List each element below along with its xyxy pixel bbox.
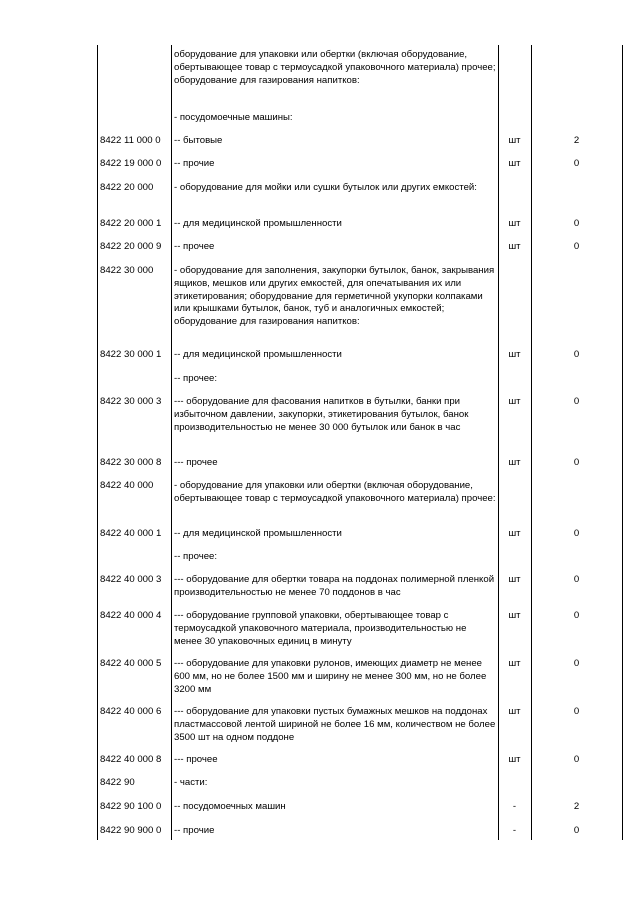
description: - оборудование для упаковки или обертки (включая оборудование, обертывающее товар с термоусадкой упаковочного материала) прочее: xyxy=(174,480,496,504)
unit: шт xyxy=(508,574,521,585)
unit: шт xyxy=(508,706,521,717)
rate: 0 xyxy=(573,241,580,252)
hs-code: 8422 30 000 3 xyxy=(100,396,162,407)
rate: 0 xyxy=(573,658,580,669)
unit: шт xyxy=(508,158,521,169)
hs-code: 8422 40 000 4 xyxy=(100,610,162,621)
description: --- оборудование для фасования напитков в бутылки, банки при избыточном давлении, закупорки, этикетирования бутылок, банок производительностью не менее 30 000 бутылок или банок в час xyxy=(174,396,469,433)
description: -- прочие xyxy=(174,158,215,169)
unit: шт xyxy=(508,396,521,407)
rate: 0 xyxy=(573,349,580,360)
description: --- оборудование для упаковки пустых бумажных мешков на поддонах пластмассовой лентой шириной не более 16 мм, количеством не более 3500 шт на одном поддоне xyxy=(174,706,496,743)
description: - оборудование для мойки или сушки бутылок или других емкостей: xyxy=(174,182,477,193)
description: -- прочие xyxy=(174,825,215,836)
column-divider xyxy=(97,45,98,840)
hs-code: 8422 30 000 8 xyxy=(100,457,162,468)
description: - части: xyxy=(174,777,208,788)
hs-code: 8422 19 000 0 xyxy=(100,158,162,169)
description: --- оборудование для обертки товара на поддонах полимерной пленкой производительностью не менее 70 поддонов в час xyxy=(174,574,495,598)
rate: 0 xyxy=(573,574,580,585)
hs-code: 8422 40 000 xyxy=(100,480,154,491)
hs-code: 8422 90 100 0 xyxy=(100,801,162,812)
unit: шт xyxy=(508,135,521,146)
unit: шт xyxy=(508,457,521,468)
unit: - xyxy=(512,801,517,812)
hs-code: 8422 90 900 0 xyxy=(100,825,162,836)
description: --- прочее xyxy=(174,457,218,468)
rate: 0 xyxy=(573,610,580,621)
rate: 0 xyxy=(573,396,580,407)
description: оборудование для упаковки или обертки (включая оборудование, обертывающее товар с термоусадкой упаковочного материала) прочее; оборудование для газирования напитков: xyxy=(174,49,496,86)
description: -- для медицинской промышленности xyxy=(174,218,342,229)
rate: 0 xyxy=(573,218,580,229)
rate: 0 xyxy=(573,158,580,169)
description: -- бытовые xyxy=(174,135,223,146)
rate: 0 xyxy=(573,528,580,539)
rate: 2 xyxy=(573,135,580,146)
rate: 2 xyxy=(573,801,580,812)
description: -- прочее: xyxy=(174,373,218,384)
rate: 0 xyxy=(573,825,580,836)
unit: шт xyxy=(508,658,521,669)
unit: шт xyxy=(508,754,521,765)
hs-code: 8422 40 000 1 xyxy=(100,528,162,539)
description: --- оборудование групповой упаковки, обертывающее товар с термоусадкой упаковочного материала, производительностью не менее 30 упаковочных единиц в минуту xyxy=(174,610,467,647)
description: -- посудомоечных машин xyxy=(174,801,286,812)
hs-code: 8422 20 000 1 xyxy=(100,218,162,229)
unit: шт xyxy=(508,349,521,360)
description: -- для медицинской промышленности xyxy=(174,349,342,360)
description: --- прочее xyxy=(174,754,218,765)
rate: 0 xyxy=(573,706,580,717)
hs-code: 8422 30 000 xyxy=(100,265,154,276)
unit: шт xyxy=(508,610,521,621)
hs-code: 8422 20 000 xyxy=(100,182,154,193)
rate: 0 xyxy=(573,754,580,765)
unit: шт xyxy=(508,528,521,539)
description: -- прочее xyxy=(174,241,215,252)
hs-code: 8422 30 000 1 xyxy=(100,349,162,360)
hs-code: 8422 40 000 5 xyxy=(100,658,162,669)
column-divider xyxy=(171,45,172,840)
description: - оборудование для заполнения, закупорки бутылок, банок, закрывания ящиков, мешков или других емкостей, для опечатывания их или этикетирования; оборудование для герметичной укупорки колпаками или крышками бутылок, банок, туб и аналогичных емкостей; оборудование для газирования напитков: xyxy=(174,265,495,328)
description: - посудомоечные машины: xyxy=(174,112,293,123)
description: -- для медицинской промышленности xyxy=(174,528,342,539)
hs-code: 8422 40 000 3 xyxy=(100,574,162,585)
column-divider xyxy=(622,45,623,840)
unit: шт xyxy=(508,241,521,252)
hs-code: 8422 40 000 8 xyxy=(100,754,162,765)
unit: шт xyxy=(508,218,521,229)
description: -- прочее: xyxy=(174,551,218,562)
hs-code: 8422 11 000 0 xyxy=(100,135,161,146)
hs-code: 8422 20 000 9 xyxy=(100,241,162,252)
hs-code: 8422 90 xyxy=(100,777,135,788)
description: --- оборудование для упаковки рулонов, имеющих диаметр не менее 600 мм, но не более 1500 мм и ширину не менее 300 мм, но не более 3200 мм xyxy=(174,658,487,695)
unit: - xyxy=(512,825,517,836)
hs-code: 8422 40 000 6 xyxy=(100,706,162,717)
rate: 0 xyxy=(573,457,580,468)
